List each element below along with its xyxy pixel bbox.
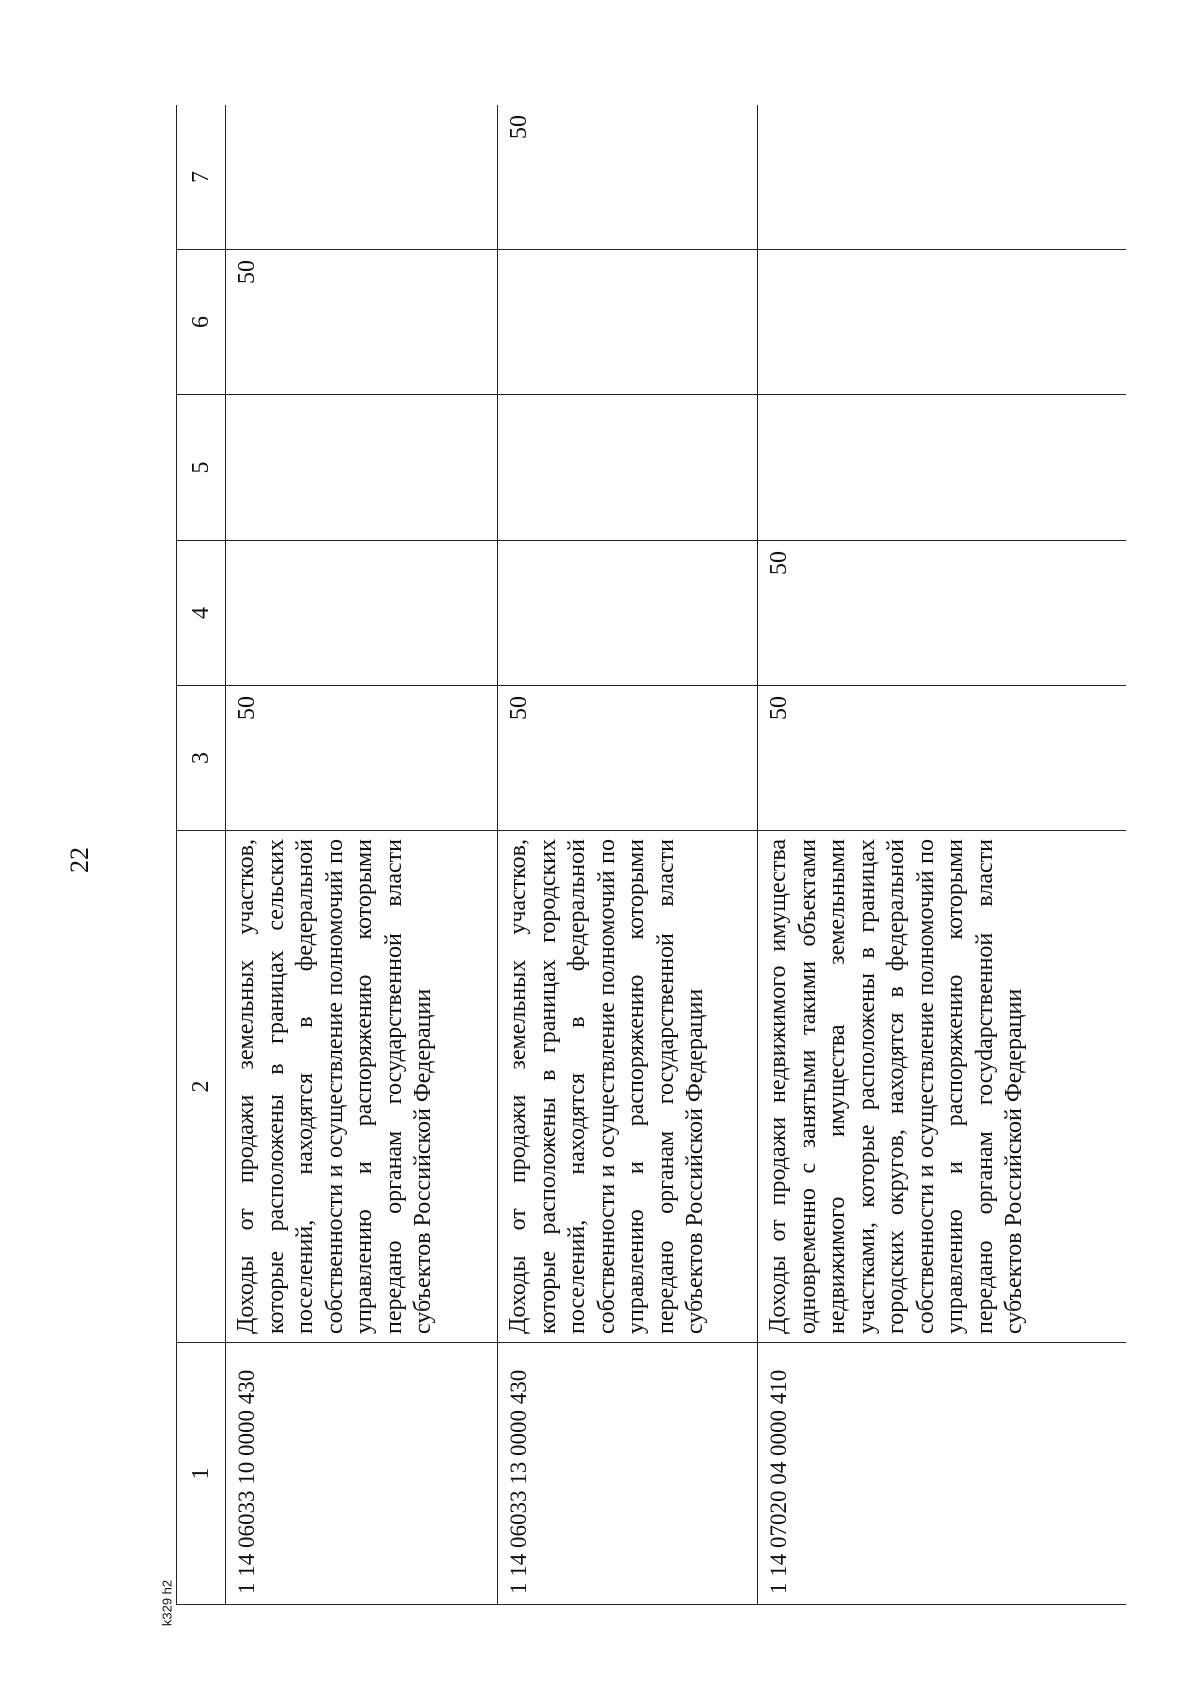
column-header: 3	[177, 686, 226, 831]
value-cell	[226, 105, 498, 250]
document-code: k329 h2	[159, 1579, 175, 1627]
budget-code: 1 14 06033 10 0000 430	[226, 1343, 498, 1605]
page-number: 22	[65, 847, 94, 873]
revenue-table	[176, 105, 1126, 1605]
table-container	[176, 105, 1126, 1605]
value-cell: 50	[498, 105, 758, 250]
column-header: 7	[177, 105, 226, 250]
revenue-description: Доходы от продажи недвижимого имущества одновременно с занятыми такими объектами недвижимого имущества земельными участками, которые расположены в границах городских округов, находятся в федеральной собственности и осуществление полномочий по управлению и распоряжению которыми передано органам госуdарственной власти субъектов Российской Федерации	[758, 831, 1127, 1343]
value-cell	[498, 395, 758, 541]
table-row	[498, 105, 758, 1605]
value-cell: 50	[758, 541, 1127, 686]
value-cell	[758, 250, 1127, 395]
column-header: 5	[177, 395, 226, 541]
value-cell: 50	[758, 686, 1127, 831]
rotated-table	[176, 105, 1126, 1605]
table-row	[758, 105, 1127, 1605]
column-header: 6	[177, 250, 226, 395]
value-cell	[226, 541, 498, 686]
column-header: 1	[177, 1343, 226, 1605]
value-cell: 50	[226, 686, 498, 831]
value-cell	[498, 250, 758, 395]
revenue-description: Доходы от продажи земельных участков, которые расположены в границах городских поселений, находятся в федеральной собственности и осуществление полномочий по управлению и распоряжению которыми передано органам государственной власти субъектов Российской Федерации	[498, 831, 758, 1343]
header-row	[177, 105, 226, 1605]
value-cell: 50	[226, 250, 498, 395]
value-cell	[758, 395, 1127, 541]
revenue-description: Доходы от продажи земельных участков, которые расположены в границах сельских поселений, находятся в федеральной собственности и осуществление полномочий по управлению и распоряжению которыми передано органам государственной власти субъектов Российской Федерации	[226, 831, 498, 1343]
value-cell: 50	[498, 686, 758, 831]
column-header: 2	[177, 831, 226, 1343]
budget-code: 1 14 07020 04 0000 410	[758, 1343, 1127, 1605]
column-header: 4	[177, 541, 226, 686]
table-row	[226, 105, 498, 1605]
value-cell	[226, 395, 498, 541]
budget-code: 1 14 06033 13 0000 430	[498, 1343, 758, 1605]
value-cell	[498, 541, 758, 686]
value-cell	[758, 105, 1127, 250]
